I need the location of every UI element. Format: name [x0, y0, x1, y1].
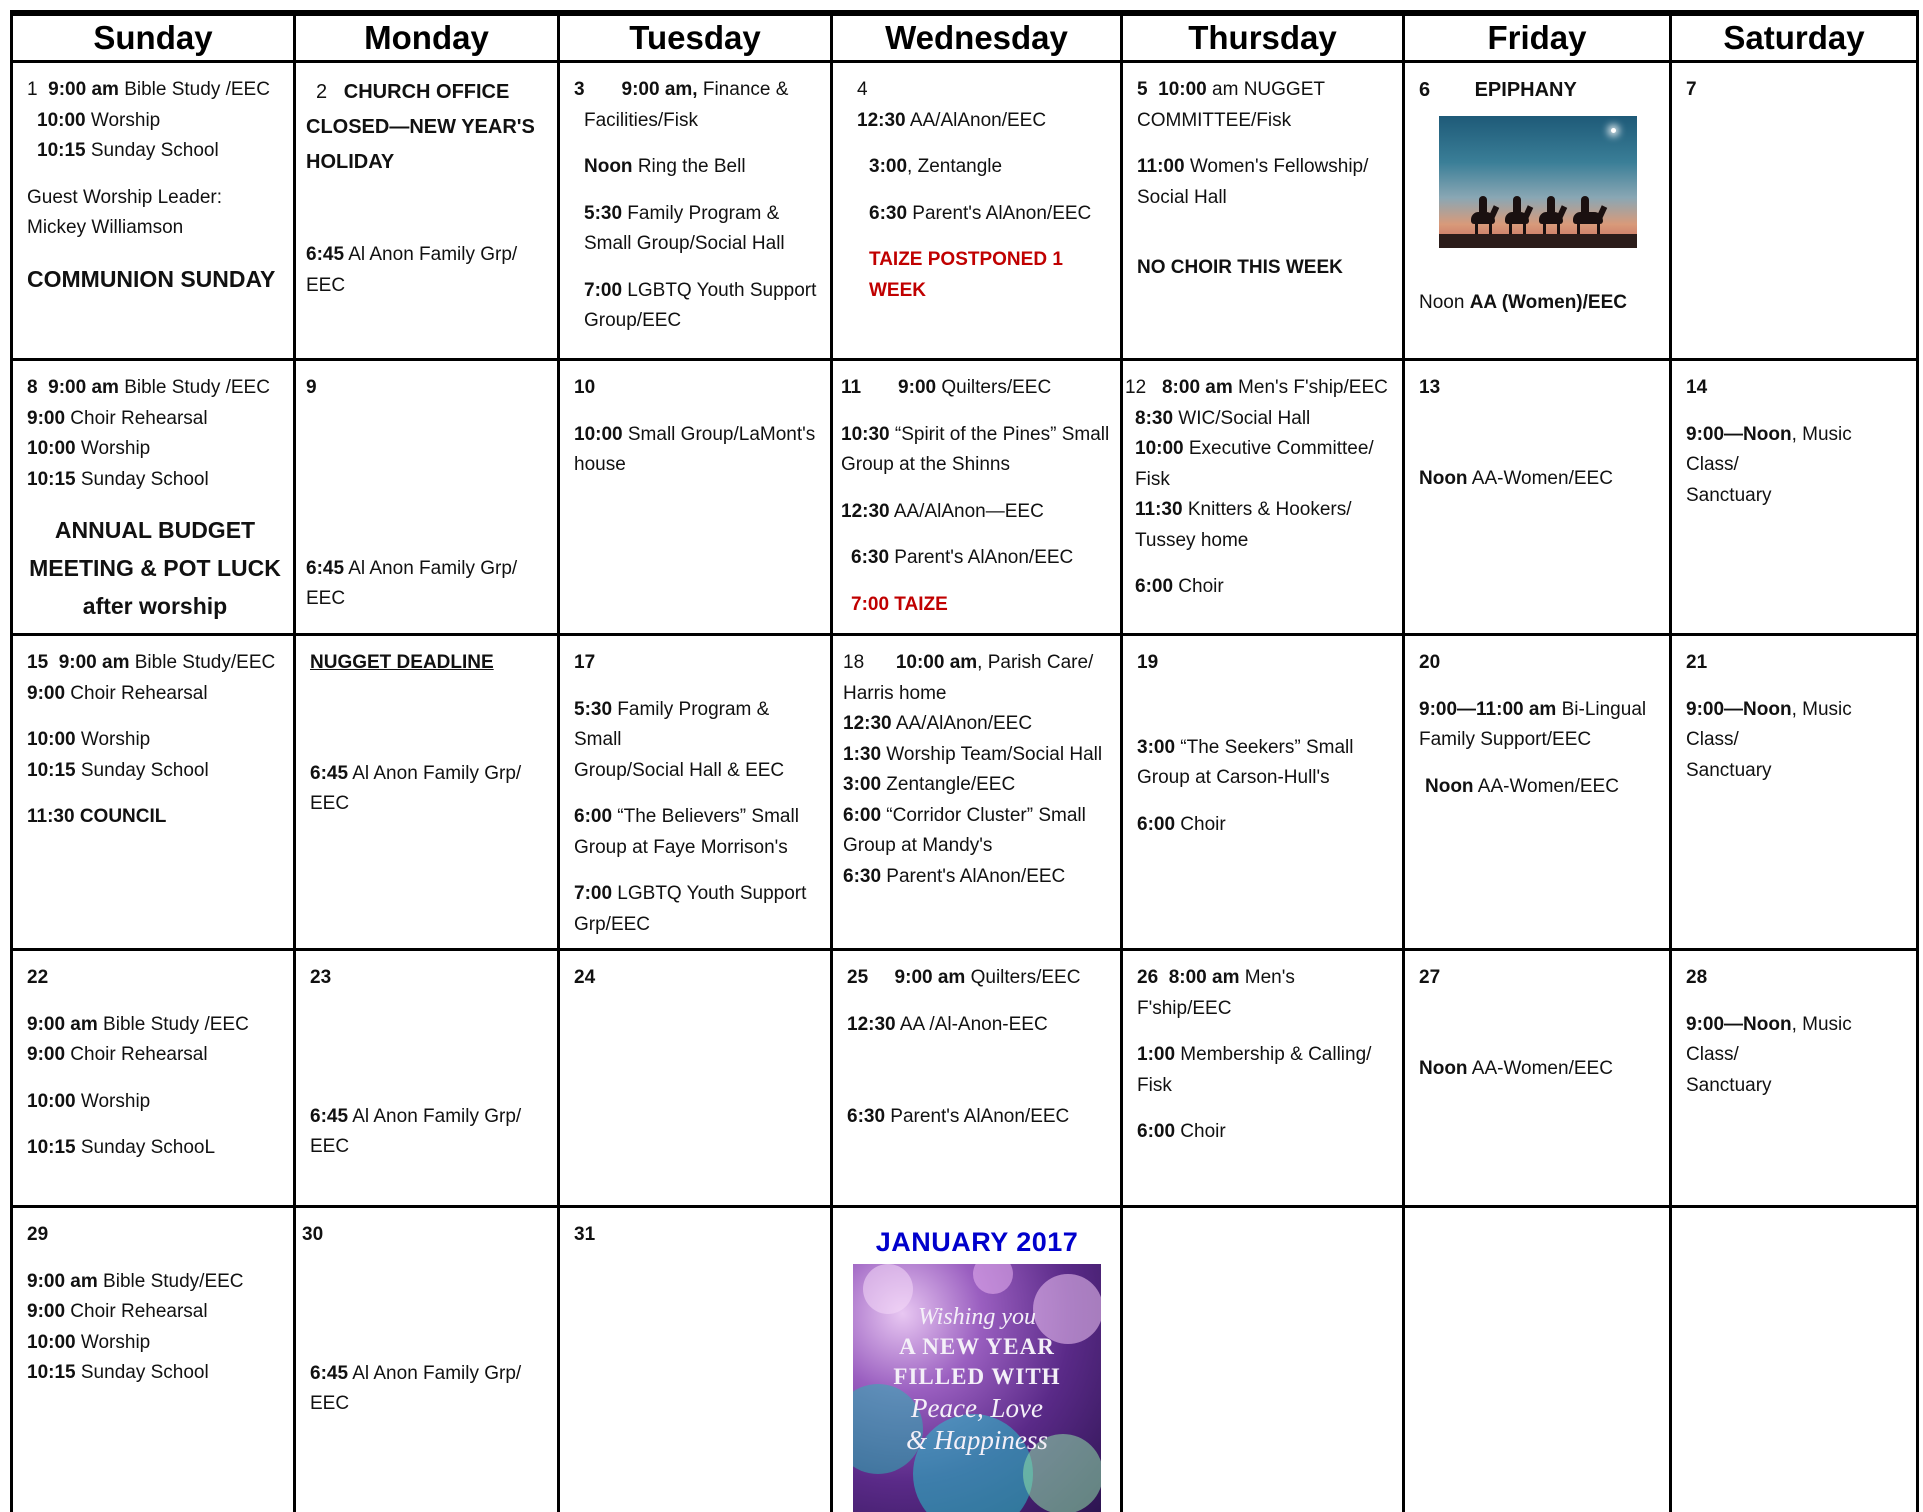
event-time: 8:30 [1135, 408, 1173, 429]
event-time: 9:00—Noon [1686, 424, 1792, 445]
week-row-5 [12, 1207, 1918, 1512]
day-cell-11 [832, 360, 1122, 635]
event-time: 3:00 [843, 774, 881, 795]
event-text: Al Anon Family Grp/ [348, 763, 521, 784]
event-time: Noon [1425, 776, 1474, 797]
event-time: 11:00 [1137, 156, 1185, 177]
day-cell-22 [12, 950, 295, 1207]
week-row-3 [12, 635, 1918, 950]
day-cell-26 [1122, 950, 1404, 1207]
event-text: Sunday School [76, 469, 209, 490]
day-cell-1 [12, 62, 295, 360]
event-text: Al Anon Family Grp/ [348, 1363, 521, 1384]
date-number: 22 [27, 967, 48, 988]
event-time: 12:30 [841, 501, 890, 522]
event-text: Choir Rehearsal [65, 408, 208, 429]
event-text: “Spirit of the Pines” Small [890, 424, 1110, 445]
epiphany-image [1439, 116, 1637, 248]
event-text: Bible Study/EEC [98, 1271, 244, 1292]
date-number: 25 [847, 967, 868, 988]
event-text: Worship [86, 110, 161, 131]
event-time: 9:00 [898, 377, 936, 398]
event-text: AA /Al-Anon-EEC [896, 1014, 1048, 1035]
event-time: 9:00—11:00 am [1419, 699, 1556, 720]
event-text: Bible Study /EEC [98, 1014, 249, 1035]
event-text: Sanctuary [1686, 756, 1906, 787]
event-text: EEC [302, 1389, 547, 1420]
event-time: 10:30 [841, 424, 890, 445]
event-text: Grp/EEC [574, 910, 820, 941]
event-time: 6:30 [851, 547, 889, 568]
event-text: house [574, 450, 820, 481]
event-text: COMMITTEE/Fisk [1137, 106, 1392, 137]
event-text: EEC [310, 1132, 547, 1163]
day-cell-7 [1671, 62, 1918, 360]
event-text: Group at Carson-Hull's [1137, 763, 1392, 794]
empty-cell [1404, 1207, 1671, 1512]
event-text: Choir [1173, 576, 1224, 597]
camel-icon [1569, 206, 1609, 236]
event-time: Noon [1419, 292, 1470, 313]
date-number: 8 [27, 377, 38, 398]
event-text: Sunday School [76, 760, 209, 781]
event-text: Group at the Shinns [841, 450, 1110, 481]
event-text: AA/AlAnon/EEC [906, 110, 1046, 131]
event-text: AA/AlAnon—EEC [890, 501, 1044, 522]
event-title: EPIPHANY [1475, 79, 1577, 101]
event-title: CLOSED—NEW YEAR'S [306, 116, 535, 138]
week-row-2 [12, 360, 1918, 635]
event-text: AA (Women)/EEC [1470, 292, 1627, 313]
event-text: , Parish Care/ [977, 652, 1093, 673]
event-text: Tussey home [1125, 526, 1392, 557]
day-cell-10 [559, 360, 832, 635]
event-text: Fisk [1137, 1071, 1392, 1102]
event-time: 10:00 [1158, 79, 1207, 100]
event-text: Bible Study /EEC [119, 377, 270, 398]
event-time: 10:00 [27, 729, 76, 750]
event-text: Small Group/Social Hall [574, 229, 820, 260]
event-time: 9:00 am [895, 967, 966, 988]
event-text: Ring the Bell [633, 156, 746, 177]
event-text: Parent's AlAnon/EEC [907, 203, 1091, 224]
new-year-greeting-image [853, 1264, 1101, 1512]
weekday-monday: Monday [295, 13, 559, 62]
date-number: 13 [1419, 377, 1440, 398]
event-time: 8:00 am [1162, 377, 1233, 398]
event-time: 9:00 [27, 1301, 65, 1322]
event-title: HOLIDAY [306, 151, 394, 173]
date-number: 28 [1686, 967, 1707, 988]
day-cell-28 [1671, 950, 1918, 1207]
day-cell-8 [12, 360, 295, 635]
event-text: Parent's AlAnon/EEC [885, 1106, 1069, 1127]
event-text: Worship [76, 1332, 151, 1353]
event-time: Noon [1419, 468, 1468, 489]
date-number: 3 [574, 79, 585, 100]
event-time: 6:30 [843, 866, 881, 887]
event-text: AA/AlAnon/EEC [892, 713, 1032, 734]
event-text: Sunday School [86, 140, 219, 161]
camel-icon [1467, 206, 1501, 236]
event-text: Sanctuary [1686, 481, 1906, 512]
event-text: Choir [1175, 814, 1226, 835]
event-text: WIC/Social Hall [1173, 408, 1310, 429]
event-text: Family Program & [622, 203, 779, 224]
day-cell-20 [1404, 635, 1671, 950]
event-time: 9:00 am [48, 377, 119, 398]
event-text: Harris home [843, 679, 1110, 710]
camel-icon [1535, 206, 1569, 236]
date-number: 19 [1137, 652, 1158, 673]
event-time: 7:00 [584, 280, 622, 301]
date-number: 15 [27, 652, 48, 673]
event-text: EEC [306, 584, 547, 615]
event-time: 12:30 [843, 713, 892, 734]
day-cell-23 [295, 950, 559, 1207]
event-text: , Music Class/ [1686, 1014, 1852, 1066]
event-text: EEC [310, 789, 547, 820]
event-text: Group at Mandy's [843, 831, 1110, 862]
week-row-4 [12, 950, 1918, 1207]
event-text: Finance & [698, 79, 789, 100]
event-time: 6:45 [310, 1363, 348, 1384]
event-text: Bible Study/EEC [129, 652, 275, 673]
event-text: LGBTQ Youth Support [622, 280, 816, 301]
event-text: Small Group/LaMont's [623, 424, 816, 445]
event-time: 9:00 [27, 683, 65, 704]
event-time: 6:00 [843, 805, 881, 826]
event-text: “The Believers” Small [612, 806, 799, 827]
event-time: 9:00 [27, 408, 65, 429]
event-alert: 7:00 TAIZE [841, 590, 1110, 621]
weekday-thursday: Thursday [1122, 13, 1404, 62]
event-time: 10:00 [27, 438, 76, 459]
date-number: 2 [306, 81, 327, 103]
day-cell-6 [1404, 62, 1671, 360]
date-number: 11 [841, 377, 861, 398]
event-time: 7:00 [574, 883, 612, 904]
empty-cell [1671, 1207, 1918, 1512]
event-text: Choir Rehearsal [65, 1301, 208, 1322]
event-time: 10:00 [37, 110, 86, 131]
event-time: 12:30 [857, 110, 906, 131]
greeting-line: & Happiness [853, 1424, 1101, 1456]
day-cell-25 [832, 950, 1122, 1207]
date-number: 4 [847, 75, 1110, 106]
event-title: COMMUNION SUNDAY [27, 260, 283, 298]
date-number: 12 [1125, 377, 1146, 398]
event-time: 6:00 [574, 806, 612, 827]
event-text: Parent's AlAnon/EEC [881, 866, 1065, 887]
day-cell-17 [559, 635, 832, 950]
date-number: 29 [27, 1224, 48, 1245]
event-time: 6:45 [306, 244, 344, 265]
event-text: Facilities/Fisk [574, 106, 820, 137]
event-text: Family Support/EEC [1419, 725, 1659, 756]
event-time: 10:15 [27, 469, 76, 490]
event-time: 12:30 [847, 1014, 896, 1035]
date-number: 30 [302, 1224, 323, 1245]
weekday-header-row [12, 13, 1918, 62]
event-time: Noon [1419, 1058, 1468, 1079]
event-time: 5:30 [584, 203, 622, 224]
event-text: , Zentangle [907, 156, 1002, 177]
day-cell-5 [1122, 62, 1404, 360]
day-cell-18 [832, 635, 1122, 950]
weekday-friday: Friday [1404, 13, 1671, 62]
day-cell-15 [12, 635, 295, 950]
greeting-line: Wishing you [853, 1302, 1101, 1332]
day-cell-3 [559, 62, 832, 360]
event-text: Group/Social Hall & EEC [574, 756, 820, 787]
event-text: Fisk [1125, 465, 1392, 496]
event-text: , Music Class/ [1686, 424, 1852, 476]
event-text: Zentangle/EEC [881, 774, 1015, 795]
month-banner-cell [832, 1207, 1122, 1512]
event-time: 10:00 [27, 1091, 76, 1112]
event-text: Choir Rehearsal [65, 1044, 208, 1065]
event-text: Quilters/EEC [965, 967, 1080, 988]
event-time: 5:30 [574, 699, 612, 720]
weekday-tuesday: Tuesday [559, 13, 832, 62]
event-text: Worship [76, 729, 151, 750]
event-time: 9:00—Noon [1686, 699, 1792, 720]
event-time: 6:45 [306, 558, 344, 579]
event-time: 9:00 am [48, 79, 119, 100]
event-time: 9:00 am [27, 1014, 98, 1035]
event-time: 10:15 [27, 1362, 76, 1383]
event-time: 9:00—Noon [1686, 1014, 1792, 1035]
day-cell-13 [1404, 360, 1671, 635]
event-text: Group at Faye Morrison's [574, 833, 820, 864]
event-time: 6:00 [1137, 1121, 1175, 1142]
event-text: Women's Fellowship/ [1185, 156, 1369, 177]
event-time: 10:00 [27, 1332, 76, 1353]
weekday-saturday: Saturday [1671, 13, 1918, 62]
event-text: Quilters/EEC [936, 377, 1051, 398]
event-text: Men's F'ship/EEC [1137, 967, 1295, 1019]
date-number: 24 [574, 967, 595, 988]
event-time: 9:00 am [59, 652, 130, 673]
day-cell-12 [1122, 360, 1404, 635]
event-title: MEETING & POT LUCK [27, 549, 283, 587]
event-text: Sunday School [76, 1362, 209, 1383]
event-time: 6:00 [1137, 814, 1175, 835]
event-text: Parent's AlAnon/EEC [889, 547, 1073, 568]
camel-icon [1501, 206, 1535, 236]
event-text: Bi-Lingual [1556, 699, 1646, 720]
day-cell-16 [295, 635, 559, 950]
nugget-deadline: NUGGET DEADLINE [310, 648, 547, 679]
event-text: Worship [76, 438, 151, 459]
event-text: Al Anon Family Grp/ [344, 558, 517, 579]
day-cell-14 [1671, 360, 1918, 635]
event-time: 10:00 [574, 424, 623, 445]
event-text: LGBTQ Youth Support [612, 883, 806, 904]
greeting-line: FILLED WITH [853, 1362, 1101, 1392]
event-text: Worship Team/Social Hall [881, 744, 1102, 765]
day-cell-29 [12, 1207, 295, 1512]
event-text: Al Anon Family Grp/ [348, 1106, 521, 1127]
event-text: Sanctuary [1686, 1071, 1906, 1102]
event-text: Executive Committee/ [1184, 438, 1374, 459]
day-cell-21 [1671, 635, 1918, 950]
event-text: Worship [76, 1091, 151, 1112]
empty-cell [1122, 1207, 1404, 1512]
event-time: 10:00 am [896, 652, 977, 673]
event-time: 10:15 [37, 140, 86, 161]
weekday-sunday: Sunday [12, 13, 295, 62]
event-time: 9:00 [27, 1044, 65, 1065]
calendar [10, 10, 1916, 1460]
date-number: 10 [574, 377, 595, 398]
date-number: 5 [1137, 79, 1148, 100]
event-time: 10:00 [1135, 438, 1184, 459]
event-text: , Music Class/ [1686, 699, 1852, 751]
event-time: 3:00 [1137, 737, 1175, 758]
day-cell-24 [559, 950, 832, 1207]
event-time: 10:15 [27, 760, 76, 781]
event-title: CHURCH OFFICE [344, 81, 510, 103]
date-number: 23 [310, 967, 331, 988]
date-number: 7 [1686, 79, 1697, 100]
event-text: Mickey Williamson [27, 213, 283, 244]
event-time: 1:00 [1137, 1044, 1175, 1065]
day-cell-27 [1404, 950, 1671, 1207]
event-time: 6:45 [310, 1106, 348, 1127]
event-text: am NUGGET [1207, 79, 1325, 100]
greeting-text [853, 1302, 1101, 1456]
calendar-grid [10, 10, 1919, 1512]
event-text: Knitters & Hookers/ [1183, 499, 1352, 520]
event-text: EEC [306, 271, 547, 302]
day-cell-30 [295, 1207, 559, 1512]
event-title: NO CHOIR THIS WEEK [1137, 257, 1343, 278]
weekday-wednesday: Wednesday [832, 13, 1122, 62]
event-time: 9:00 am, [622, 79, 698, 100]
event-time: 3:00 [869, 156, 907, 177]
event-text: Social Hall [1137, 183, 1392, 214]
day-cell-9 [295, 360, 559, 635]
event-alert: TAIZE POSTPONED 1 WEEK [847, 245, 1110, 306]
date-number: 18 [843, 652, 864, 673]
event-time: 8:00 am [1169, 967, 1240, 988]
event-time: 11:30 [1135, 499, 1183, 520]
event-text: AA-Women/EEC [1468, 468, 1613, 489]
event-time: 6:00 [1135, 576, 1173, 597]
event-text: “Corridor Cluster” Small [881, 805, 1086, 826]
date-number: 20 [1419, 652, 1440, 673]
date-number: 6 [1419, 79, 1430, 101]
event-text: Guest Worship Leader: [27, 183, 283, 214]
event-title: after worship [27, 587, 283, 625]
date-number: 31 [574, 1224, 595, 1245]
day-cell-19 [1122, 635, 1404, 950]
star-icon [1611, 128, 1616, 133]
event-time: 6:45 [310, 763, 348, 784]
date-number: 1 [27, 79, 38, 100]
event-text: Sunday SchooL [76, 1137, 215, 1158]
event-text: Membership & Calling/ [1175, 1044, 1371, 1065]
date-number: 9 [306, 377, 317, 398]
month-title: JANUARY 2017 [853, 1226, 1101, 1258]
date-number: 21 [1686, 652, 1707, 673]
event-time: 6:30 [869, 203, 907, 224]
event-text: Men's F'ship/EEC [1233, 377, 1388, 398]
event-text: AA-Women/EEC [1468, 1058, 1613, 1079]
day-cell-31 [559, 1207, 832, 1512]
event-text: “The Seekers” Small [1175, 737, 1353, 758]
date-number: 17 [574, 652, 595, 673]
date-number: 14 [1686, 377, 1707, 398]
greeting-line: Peace, Love [853, 1392, 1101, 1424]
event-text: Al Anon Family Grp/ [344, 244, 517, 265]
event-time: 10:15 [27, 1137, 76, 1158]
date-number: 27 [1419, 967, 1440, 988]
event-text: Choir Rehearsal [65, 683, 208, 704]
day-cell-4 [832, 62, 1122, 360]
event-title: 11:30 COUNCIL [27, 806, 166, 827]
greeting-line: A NEW YEAR [853, 1332, 1101, 1362]
event-time: 1:30 [843, 744, 881, 765]
event-text: Family Program & Small [574, 699, 769, 751]
event-time: Noon [584, 156, 633, 177]
event-text: Group/EEC [574, 306, 820, 337]
event-text: Bible Study /EEC [119, 79, 270, 100]
event-title: ANNUAL BUDGET [27, 511, 283, 549]
event-time: 9:00 am [27, 1271, 98, 1292]
event-text: Choir [1175, 1121, 1226, 1142]
date-number: 26 [1137, 967, 1158, 988]
day-cell-2 [295, 62, 559, 360]
event-text: AA-Women/EEC [1474, 776, 1619, 797]
event-time: 6:30 [847, 1106, 885, 1127]
week-row-1 [12, 62, 1918, 360]
